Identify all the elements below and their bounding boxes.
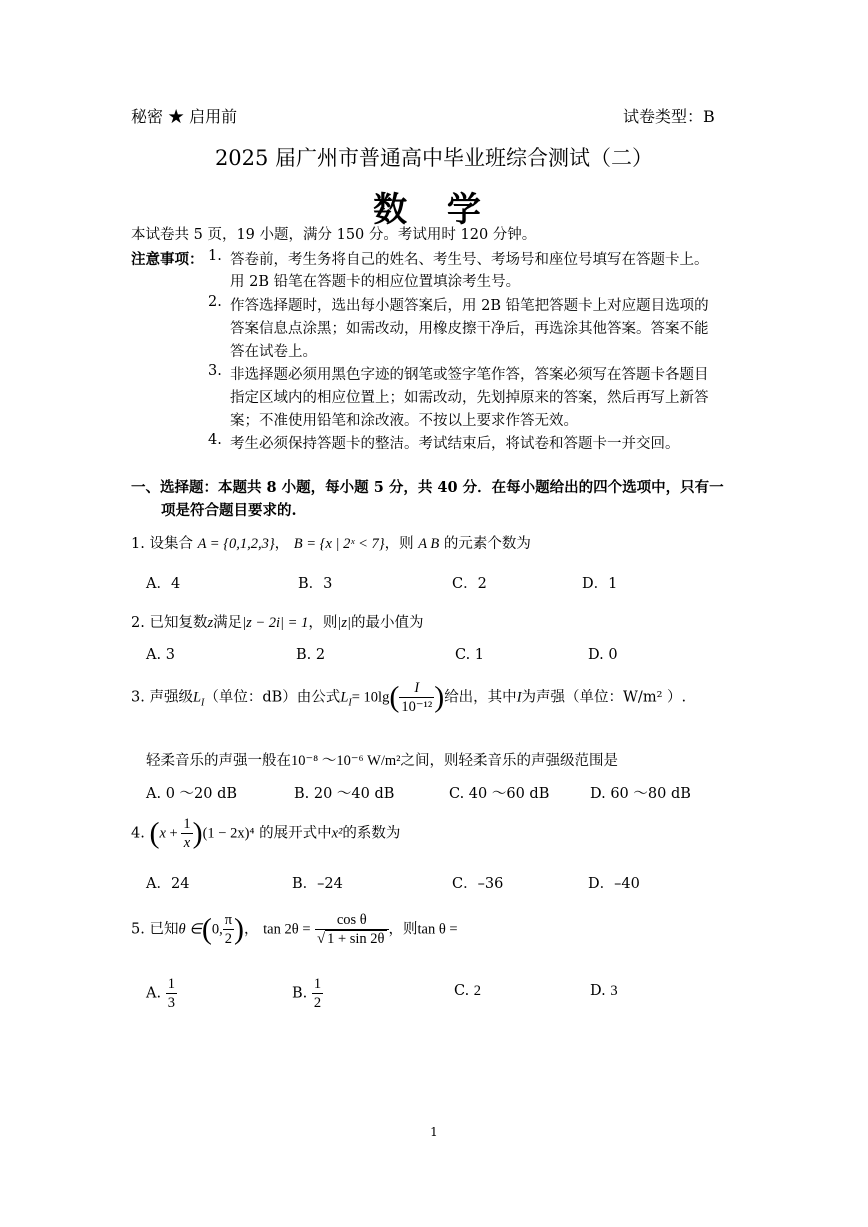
option-d xyxy=(590,983,618,1000)
section-heading: 一、选择题：本题共 8 小题，每小题 5 分，共 40 分．在每小题给出的四个选项中，只有一 xyxy=(131,479,724,496)
right-paren: ) xyxy=(234,912,245,946)
cos-over-sqrt: $\frac{\text{cos θ}}{√ 1 + \sin 2\theta}$ xyxy=(315,911,388,948)
tan-theta-ask: tan θ = xyxy=(417,921,458,938)
left-paren: ( xyxy=(201,912,212,946)
tan-2theta: tan 2θ = xyxy=(263,921,311,938)
option-value: 2 xyxy=(473,983,482,999)
note-3-number: 3. xyxy=(208,363,222,379)
option-d: D. 60 ～80 dB xyxy=(590,786,691,802)
formula-fraction xyxy=(399,679,434,716)
note-4-line: 考生必须保持答题卡的整洁。考试结束后，将试卷和答题卡一并交回。 xyxy=(230,436,680,452)
note-2-line: 作答选择题时，选出每小题答案后，用 2B 铅笔把答题卡上对应题目选项的 xyxy=(230,298,709,314)
question-number: 5. xyxy=(131,921,145,938)
question-2 xyxy=(131,611,423,632)
option-value: 3 xyxy=(610,983,618,999)
note-2-line: 答在试卷上。 xyxy=(230,344,317,360)
fraction-denominator: 2 xyxy=(313,995,322,1011)
option-d: D. 0 xyxy=(588,647,618,663)
symbol-l: L xyxy=(340,689,349,706)
fraction-denominator: 3 xyxy=(167,995,175,1011)
question-text: ，则 xyxy=(388,921,418,938)
option-b xyxy=(292,975,323,1012)
fraction-numerator: 1 xyxy=(183,816,191,832)
pi-over-two xyxy=(223,911,234,948)
reciprocal-fraction xyxy=(181,815,192,852)
page-number: 1 xyxy=(430,1125,438,1139)
question-text: （单位：dB）由公式 xyxy=(204,689,341,706)
binomial-power: (1 − 2x)⁴ xyxy=(202,825,255,842)
x-squared: x² xyxy=(331,825,343,842)
option-label: C. xyxy=(454,983,470,999)
note-3-line: 非选择题必须用黑色字迹的钢笔或签字笔作答，答案必须写在答题卡各题目 xyxy=(230,367,709,383)
question-number: 1. xyxy=(131,536,145,552)
set-relation: A B xyxy=(418,536,440,552)
option-fraction xyxy=(312,975,323,1012)
fraction-numerator: 1 xyxy=(167,976,175,992)
option-c: C. 1 xyxy=(455,647,485,663)
fraction-numerator: 1 xyxy=(313,976,322,992)
option-label: D. xyxy=(590,983,606,999)
left-paren: ( xyxy=(149,816,160,850)
confidential-label: 秘密 ★ 启用前 xyxy=(131,107,238,126)
subject-title: 数 学 xyxy=(373,190,495,230)
option-d: D．–40 xyxy=(588,876,640,892)
question-text: 满足 xyxy=(213,615,243,631)
option-a xyxy=(146,975,177,1012)
option-c xyxy=(454,983,481,1000)
left-paren: ( xyxy=(389,680,400,714)
notes-label: 注意事项： xyxy=(131,251,204,268)
option-a: A．24 xyxy=(146,876,190,892)
note-3-line: 指定区域内的相应位置上；如需改动，先划掉原来的答案，然后再写上新答 xyxy=(230,390,709,406)
question-4 xyxy=(131,815,400,852)
variable-x: x xyxy=(159,825,166,842)
question-text: 之间，则轻柔音乐的声强级范围是 xyxy=(400,753,619,769)
option-b: B．–24 xyxy=(292,876,343,892)
note-1-line: 答卷前，考生务将自己的姓名、考生号、考场号和座位号填写在答题卡上。 xyxy=(230,252,709,268)
theta-membership: θ ∈ xyxy=(178,921,202,938)
question-text: ，则 xyxy=(384,536,414,552)
question-text: 声强级 xyxy=(149,689,193,706)
option-a: A. 0 ～20 dB xyxy=(146,786,238,802)
exam-title: 2025 届广州市普通高中毕业班综合测试（二） xyxy=(214,146,654,170)
separator: ， xyxy=(274,536,290,552)
condition-expression: |z − 2i| = 1 xyxy=(242,615,309,631)
variable-i: I xyxy=(516,689,522,706)
question-text: 已知 xyxy=(149,921,179,938)
option-label: B. xyxy=(292,985,308,1002)
plus-sign: + xyxy=(165,825,182,842)
note-1-number: 1. xyxy=(208,248,222,264)
question-number: 3. xyxy=(131,689,145,706)
fraction-numerator: I xyxy=(399,679,434,698)
option-c: C．2 xyxy=(452,576,487,592)
subscript-i: I xyxy=(201,697,205,709)
option-c: C．–36 xyxy=(452,876,504,892)
question-text: 的展开式中 xyxy=(259,825,332,842)
set-b-expression: B = {x | 2ˣ < 7} xyxy=(293,536,385,552)
separator: ， xyxy=(244,921,259,938)
option-d: D．1 xyxy=(582,576,618,592)
question-text: 的系数为 xyxy=(342,825,401,842)
question-3-line-2 xyxy=(146,749,618,770)
fraction-denominator: 2 xyxy=(224,931,232,947)
right-paren: ) xyxy=(192,816,203,850)
question-3 xyxy=(131,679,686,716)
option-b: B．3 xyxy=(298,576,333,592)
symbol-l: L xyxy=(192,689,202,706)
question-text: 的最小值为 xyxy=(350,615,424,631)
note-2-line: 答案信息点涂黑；如需改动，用橡皮擦干净后，再选涂其他答案。答案不能 xyxy=(230,321,709,337)
subscript-i: I xyxy=(348,697,352,709)
question-text: 给出，其中 xyxy=(444,689,517,706)
set-a-expression: A = {0,1,2,3} xyxy=(197,536,275,552)
intensity-range: 10⁻⁸ ～10⁻⁶ W/m² xyxy=(291,753,401,769)
question-number: 2. xyxy=(131,615,145,631)
formula-lhs: = 10lg xyxy=(351,689,390,706)
option-fraction xyxy=(166,975,177,1012)
option-a: A．4 xyxy=(146,576,181,592)
note-3-line: 案；不准使用铅笔和涂改液。不按以上要求作答无效。 xyxy=(230,413,578,429)
question-text: ，则 xyxy=(308,615,338,631)
section-heading-cont: 项是符合题目要求的. xyxy=(161,502,297,519)
option-b: B. 2 xyxy=(296,647,326,663)
intro-text: 本试卷共 5 页，19 小题，满分 150 分。考试用时 120 分钟。 xyxy=(131,227,537,243)
note-2-number: 2. xyxy=(208,294,222,310)
paper-type-label: 试卷类型：B xyxy=(623,107,715,126)
option-a: A. 3 xyxy=(146,647,175,663)
question-text: 的元素个数为 xyxy=(443,536,531,552)
modulus-expression: |z| xyxy=(337,615,351,631)
option-b: B. 20 ～40 dB xyxy=(294,786,395,802)
variable-z: z xyxy=(207,615,214,631)
fraction-denominator: x xyxy=(183,835,191,851)
question-text: 设集合 xyxy=(149,536,193,552)
option-c: C. 40 ～60 dB xyxy=(449,786,550,802)
right-paren: ) xyxy=(434,680,445,714)
note-1-line: 用 2B 铅笔在答题卡的相应位置填涂考生号。 xyxy=(230,274,521,290)
question-5 xyxy=(131,911,458,948)
question-text: 已知复数 xyxy=(149,615,208,631)
interval-start: 0, xyxy=(211,921,223,938)
sqrt-radicand: 1 + sin 2θ xyxy=(327,931,385,947)
fraction-numerator: cos θ xyxy=(315,911,388,930)
question-text: 为声强（单位：W/m² ）. xyxy=(521,689,687,706)
question-number: 4. xyxy=(131,825,145,842)
option-label: A. xyxy=(146,985,162,1002)
question-1 xyxy=(131,532,531,553)
note-4-number: 4. xyxy=(208,432,222,448)
fraction-denominator: 10⁻¹² xyxy=(401,699,433,715)
question-text: 轻柔音乐的声强一般在 xyxy=(146,753,291,769)
fraction-numerator: π xyxy=(224,912,233,928)
